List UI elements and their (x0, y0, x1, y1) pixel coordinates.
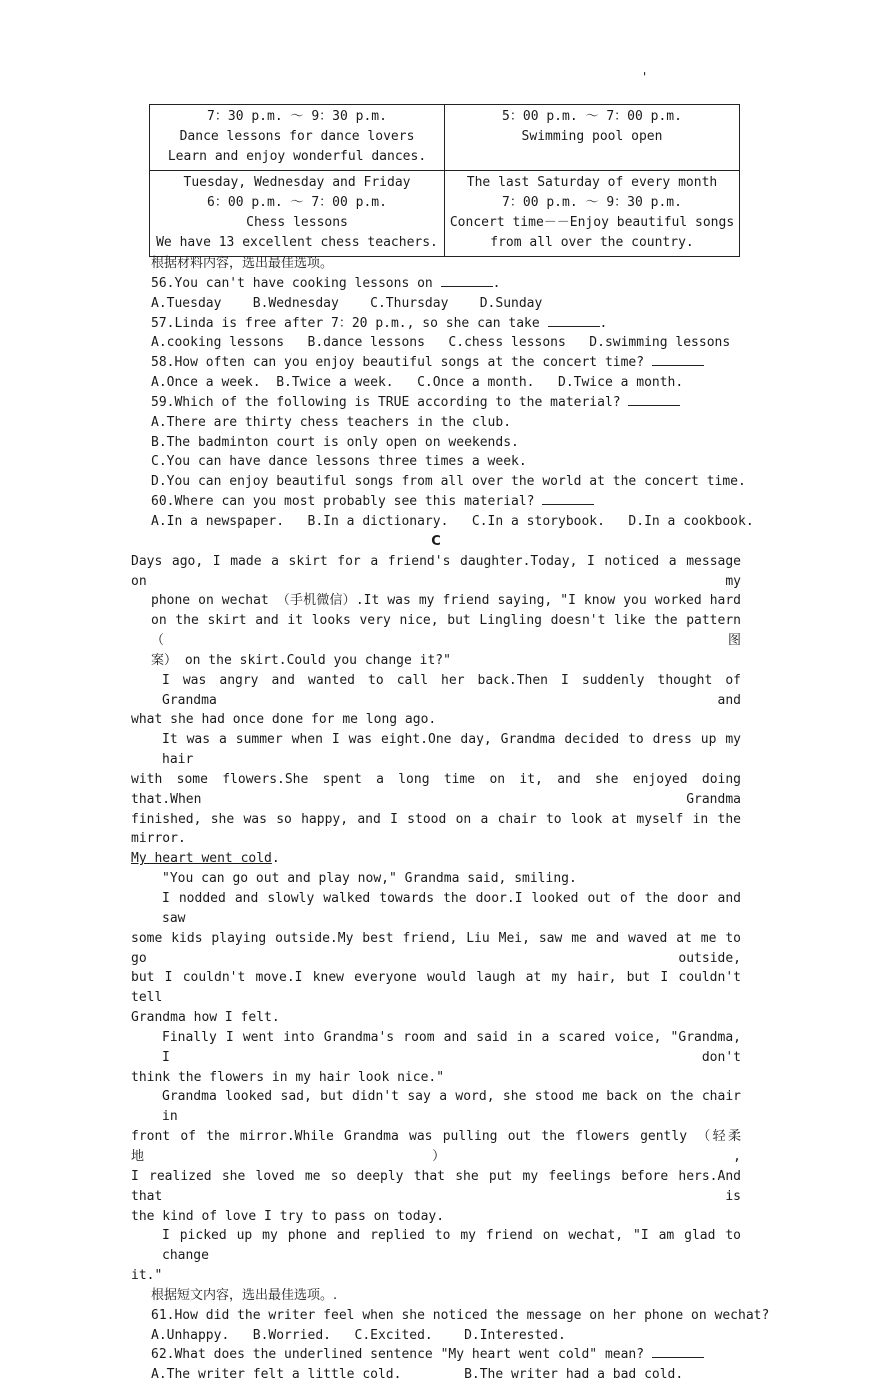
option-59-c: C.You can have dance lessons three times a week. (151, 454, 527, 470)
answer-blank[interactable] (542, 492, 594, 505)
passage-line: Days ago, I made a skirt for a friend's daughter.Today, I noticed a message on my (131, 553, 741, 589)
cell-line: 5：00 p.m. ～ 7：00 p.m. (502, 109, 682, 124)
passage-line: some kids playing outside.My best friend, Liu Mei, saw me and waved at me to go outside, (131, 930, 741, 966)
passage-line: I realized she loved me so deeply that she put my feelings before hers.And that is (131, 1168, 741, 1204)
schedule-cell-dance (150, 105, 445, 171)
schedule-table (149, 104, 740, 257)
cell-line: 6：00 p.m. ～ 7：00 p.m. (207, 195, 387, 210)
cell-line: Chess lessons (246, 215, 348, 230)
cell-line: Concert time－－Enjoy beautiful songs (449, 215, 735, 230)
options-60: A.In a newspaper. B.In a dictionary. C.In a storybook. D.In a cookbook. (151, 513, 754, 529)
corner-mark: ' (641, 70, 649, 84)
cell-line: 7：30 p.m. ～ 9：30 p.m. (207, 109, 387, 124)
answer-blank[interactable] (652, 353, 704, 366)
passage-line: I was angry and wanted to call her back.Then I suddenly thought of Grandma and (162, 672, 741, 708)
question-60: 60.Where can you most probably see this material? (131, 492, 741, 512)
cell-line: Swimming pool open (521, 129, 663, 144)
passage-line: finished, she was so happy, and I stood on a chair to look at myself in the mirror. (131, 811, 741, 847)
passage-line: It was a summer when I was eight.One day, Grandma decided to dress up my hair (162, 732, 741, 768)
cell-line: We have 13 excellent chess teachers. (156, 235, 438, 250)
options-61: A.Unhappy. B.Worried. C.Excited. D.Interested. (151, 1327, 566, 1343)
passage-line: I nodded and slowly walked towards the door.I looked out of the door and saw (162, 891, 741, 926)
cell-line: 7：00 p.m. ～ 9：30 p.m. (502, 195, 682, 210)
passage-line: Finally I went into Grandma's room and said in a scared voice, "Grandma, I don't (162, 1029, 741, 1065)
answer-blank[interactable] (548, 314, 600, 327)
passage-line: what she had once done for me long ago. (131, 712, 437, 728)
passage-line: on the skirt and it looks very nice, but Lingling doesn't like the pattern （图 (151, 613, 741, 649)
schedule-cell-swimming (445, 105, 740, 171)
option-59-d: D.You can enjoy beautiful songs from all over the world at the concert time. (151, 474, 746, 490)
option-59-b: B.The badminton court is only open on weekends. (151, 434, 519, 450)
answer-blank[interactable] (652, 1345, 704, 1358)
question-62: 62.What does the underlined sentence "My heart went cold" mean? (131, 1345, 741, 1365)
question-58: 58.How often can you enjoy beautiful songs at the concert time? (131, 353, 741, 373)
question-61: 61.How did the writer feel when she noticed the message on her phone on wechat? (151, 1307, 770, 1323)
passage-line: Grandma how I felt. (131, 1010, 280, 1026)
passage-line: I picked up my phone and replied to my friend on wechat, "I am glad to change (162, 1228, 741, 1264)
passage-line: think the flowers in my hair look nice." (131, 1069, 445, 1085)
question-block (131, 254, 770, 1385)
cell-line: Tuesday, Wednesday and Friday (183, 175, 411, 190)
cell-line: Dance lessons for dance lovers (179, 129, 415, 144)
passage-line: phone on wechat （手机微信）.It was my friend saying, "I know you worked hard (151, 593, 741, 609)
instruction-text: 根据材料内容，选出最佳选项。 (151, 256, 334, 271)
passage-line: My heart went cold. (131, 851, 280, 867)
options-58: A.Once a week. B.Twice a week. C.Once a month. D.Twice a month. (151, 375, 684, 391)
cell-line: from all over the country. (490, 235, 694, 250)
cell-line: Learn and enjoy wonderful dances. (167, 149, 427, 164)
answer-blank[interactable] (441, 274, 493, 287)
question-56: 56.You can't have cooking lessons on . (151, 275, 501, 291)
passage-line: "You can go out and play now," Grandma said, smiling. (162, 871, 577, 887)
question-59: 59.Which of the following is TRUE according to the material? (131, 393, 741, 413)
cell-line: The last Saturday of every month (466, 175, 718, 190)
table-row (150, 171, 740, 257)
passage-line: but I couldn't move.I knew everyone would laugh at my hair, but I couldn't tell (131, 970, 741, 1006)
passage-line: it." (131, 1268, 163, 1284)
option-59-a: A.There are thirty chess teachers in the club. (151, 414, 512, 430)
options-62: A.The writer felt a little cold. B.The writer had a bad cold. (151, 1367, 684, 1383)
passage-line: 案） on the skirt.Could you change it?" (151, 652, 451, 668)
passage-line: the kind of love I try to pass on today. (131, 1208, 445, 1224)
answer-blank[interactable] (628, 393, 680, 406)
passage-line: front of the mirror.While Grandma was pulling out the flowers gently （轻柔地）, (131, 1129, 741, 1164)
underlined-sentence: My heart went cold (131, 851, 272, 867)
options-56: A.Tuesday B.Wednesday C.Thursday D.Sunday (151, 295, 543, 311)
passage-line: Grandma looked sad, but didn't say a word, she stood me back on the chair in (162, 1089, 741, 1125)
section-label: C (431, 533, 441, 549)
schedule-cell-concert (445, 171, 740, 257)
options-57: A.cooking lessons B.dance lessons C.chess lessons D.swimming lessons (151, 335, 731, 351)
table-row (150, 105, 740, 171)
question-57: 57.Linda is free after 7：20 p.m., so she can take . (151, 315, 608, 331)
passage-line: with some flowers.She spent a long time on it, and she enjoyed doing that.When Grandma (131, 771, 741, 807)
instruction-text: 根据短文内容，选出最佳选项。. (151, 1287, 338, 1303)
schedule-cell-chess (150, 171, 445, 257)
